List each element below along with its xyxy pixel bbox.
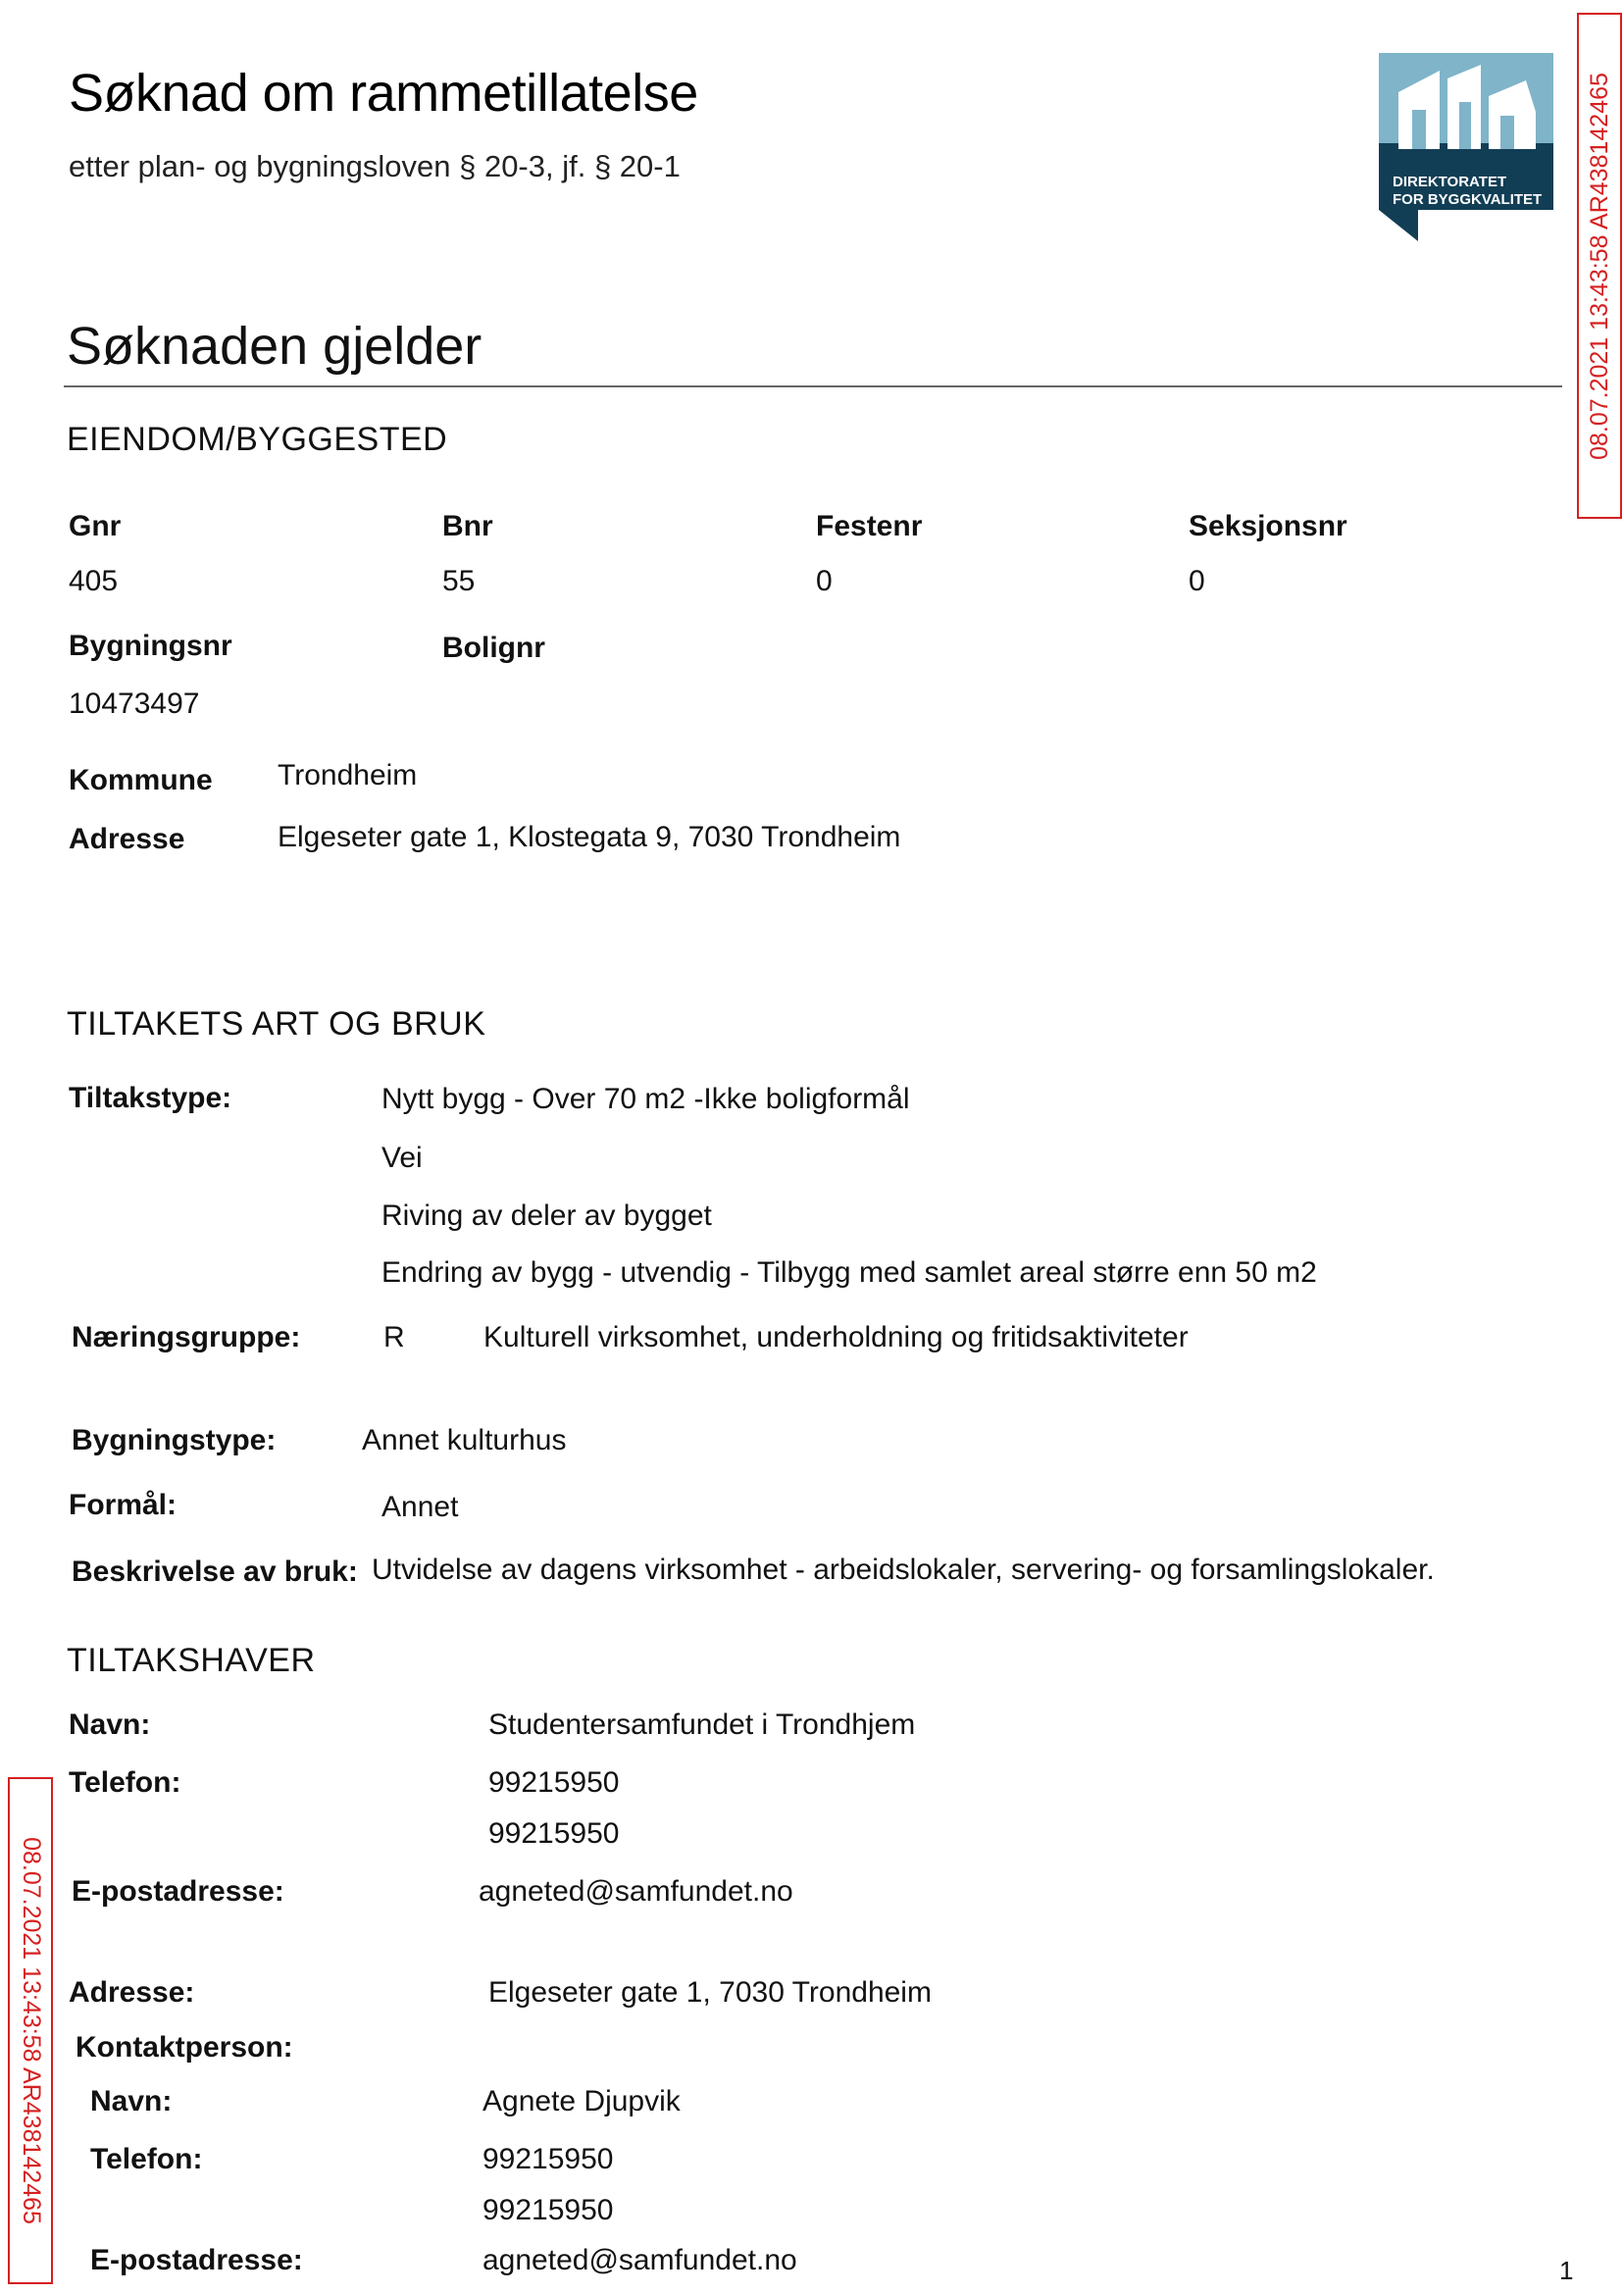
value-gnr: 405	[69, 565, 119, 597]
label-festenr: Festenr	[816, 510, 923, 542]
label-adresse-tiltakshaver: Adresse:	[69, 1976, 195, 2009]
value-navn: Studentersamfundet i Trondhjem	[488, 1708, 916, 1741]
tiltakstype-item: Nytt bygg - Over 70 m2 -Ikke boligformål	[381, 1083, 910, 1115]
document-title: Søknad om rammetillatelse	[69, 64, 698, 123]
section-heading-soknad: Søknaden gjelder	[67, 317, 482, 376]
label-gnr: Gnr	[69, 510, 122, 542]
value-bygningstype: Annet kulturhus	[362, 1424, 567, 1456]
logo-line1: DIREKTORATET	[1393, 174, 1507, 190]
heading-tiltakshaver: TILTAKSHAVER	[67, 1642, 316, 1679]
label-kontakt-navn: Navn:	[90, 2085, 173, 2117]
section-divider	[64, 385, 1562, 387]
label-navn: Navn:	[69, 1708, 151, 1741]
label-epost: E-postadresse:	[72, 1875, 284, 1908]
value-kontakt-epost: agneted@samfundet.no	[482, 2244, 797, 2276]
label-kommune: Kommune	[69, 764, 213, 796]
value-telefon: 99215950	[488, 1817, 620, 1850]
heading-eiendom: EIENDOM/BYGGESTED	[67, 421, 448, 458]
heading-tiltak: TILTAKETS ART OG BRUK	[67, 1005, 486, 1043]
timestamp-stamp-left: 08.07.2021 13:43:58 AR438142465	[8, 1777, 53, 2284]
value-adresse: Elgeseter gate 1, Klostegata 9, 7030 Trondheim	[278, 821, 901, 853]
value-kontakt-navn: Agnete Djupvik	[482, 2085, 681, 2117]
label-beskrivelse: Beskrivelse av bruk:	[72, 1555, 358, 1588]
value-kontakt-telefon: 99215950	[482, 2194, 614, 2226]
value-kontakt-telefon: 99215950	[482, 2143, 614, 2175]
document-subtitle: etter plan- og bygningsloven § 20-3, jf. § 20-1	[69, 149, 681, 183]
value-naeringsgruppe-kode: R	[383, 1321, 405, 1353]
dibk-logo	[1379, 53, 1553, 241]
value-naeringsgruppe: Kulturell virksomhet, underholdning og fritidsaktiviteter	[483, 1321, 1189, 1353]
label-naeringsgruppe: Næringsgruppe:	[72, 1321, 301, 1353]
value-adresse-tiltakshaver: Elgeseter gate 1, 7030 Trondheim	[488, 1976, 932, 2009]
label-bnr: Bnr	[442, 510, 493, 542]
tiltakstype-item: Endring av bygg - utvendig - Tilbygg med samlet areal større enn 50 m2	[381, 1256, 1317, 1289]
label-seksjonsnr: Seksjonsnr	[1189, 510, 1347, 542]
value-bygningsnr: 10473497	[69, 688, 200, 720]
value-beskrivelse: Utvidelse av dagens virksomhet - arbeidslokaler, servering- og forsamlingslokaler.	[372, 1554, 1435, 1586]
label-formal: Formål:	[69, 1489, 178, 1521]
tiltakstype-item: Vei	[381, 1142, 423, 1174]
label-bolignr: Bolignr	[442, 632, 545, 664]
tiltakstype-item: Riving av deler av bygget	[381, 1199, 712, 1232]
timestamp-stamp-right: 08.07.2021 13:43:58 AR438142465	[1577, 13, 1622, 519]
value-telefon: 99215950	[488, 1766, 620, 1799]
value-seksjonsnr: 0	[1189, 565, 1205, 597]
value-formal: Annet	[381, 1491, 459, 1523]
value-kommune: Trondheim	[278, 759, 418, 791]
label-adresse: Adresse	[69, 823, 185, 855]
label-kontakt-epost: E-postadresse:	[90, 2244, 303, 2276]
value-epost: agneted@samfundet.no	[479, 1875, 793, 1908]
dibk-logo-icon	[1379, 53, 1553, 241]
value-bnr: 55	[442, 565, 476, 597]
label-kontaktperson: Kontaktperson:	[76, 2031, 293, 2064]
label-kontakt-telefon: Telefon:	[90, 2143, 203, 2175]
value-festenr: 0	[816, 565, 833, 597]
page-number: 1	[1559, 2256, 1574, 2285]
label-bygningstype: Bygningstype:	[72, 1424, 277, 1456]
label-bygningsnr: Bygningsnr	[69, 630, 232, 662]
label-tiltakstype: Tiltakstype:	[69, 1082, 232, 1114]
label-telefon: Telefon:	[69, 1766, 181, 1799]
logo-line2: FOR BYGGKVALITET	[1393, 191, 1543, 208]
